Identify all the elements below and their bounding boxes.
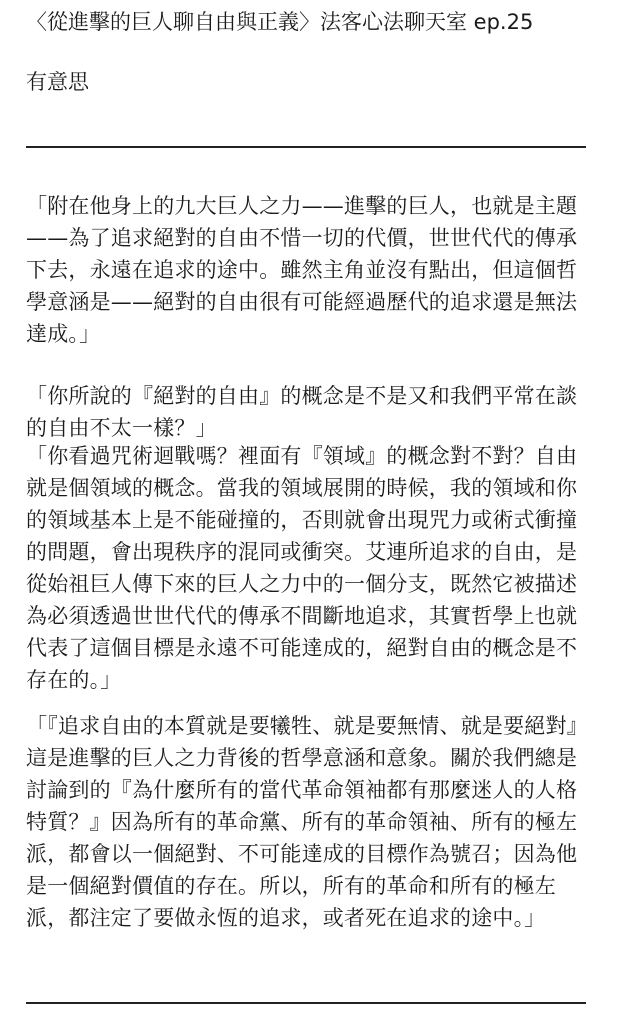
- divider-top: [26, 146, 586, 148]
- paragraph-3: 「你看過咒術迴戰嗎？裡面有『領域』的概念對不對？自由就是個領域的概念。當我的領域展開的時候，我的領域和你的領域基本上是不能碰撞的，否則就會出現咒力或術式衝撞的問題，會出現秩序的混同或衝突。艾連所追求的自由，是從始祖巨人傳下來的巨人之力中的一個分支，既然它被描述為必須透過世世代代的傳承不間斷地追求，其實哲學上也就代表了這個目標是永遠不可能達成的，絕對自由的概念是不存在的。」: [26, 444, 578, 692]
- page-title: 〈從進擊的巨人聊自由與正義〉法客心法聊天室 ep.25: [26, 10, 534, 34]
- paragraph-1: 「附在他身上的九大巨人之力——進擊的巨人，也就是主題——為了追求絕對的自由不惜一切的代價，世世代代的傳承下去，永遠在追求的途中。雖然主角並沒有點出，但這個哲學意涵是——絕對的自由很有可能經過歷代的追求還是無法達成。」: [26, 194, 578, 346]
- page-subtitle: 有意思: [26, 70, 89, 94]
- paragraph-2: 「你所說的『絕對的自由』的概念是不是又和我們平常在談的自由不太一樣？」: [26, 384, 578, 440]
- paragraph-4: 「『追求自由的本質就是要犧牲、就是要無情、就是要絕對』這是進擊的巨人之力背後的哲學意涵和意象。關於我們總是討論到的『為什麼所有的當代革命領袖都有那麼迷人的人格特質？』因為所有的革命黨、所有的革命領袖、所有的極左派，都會以一個絕對、不可能達成的目標作為號召；因為他是一個絕對價值的存在。所以，所有的革命和所有的極左派，都注定了要做永恆的追求，或者死在追求的途中。」: [26, 714, 588, 930]
- divider-bottom: [26, 1002, 586, 1004]
